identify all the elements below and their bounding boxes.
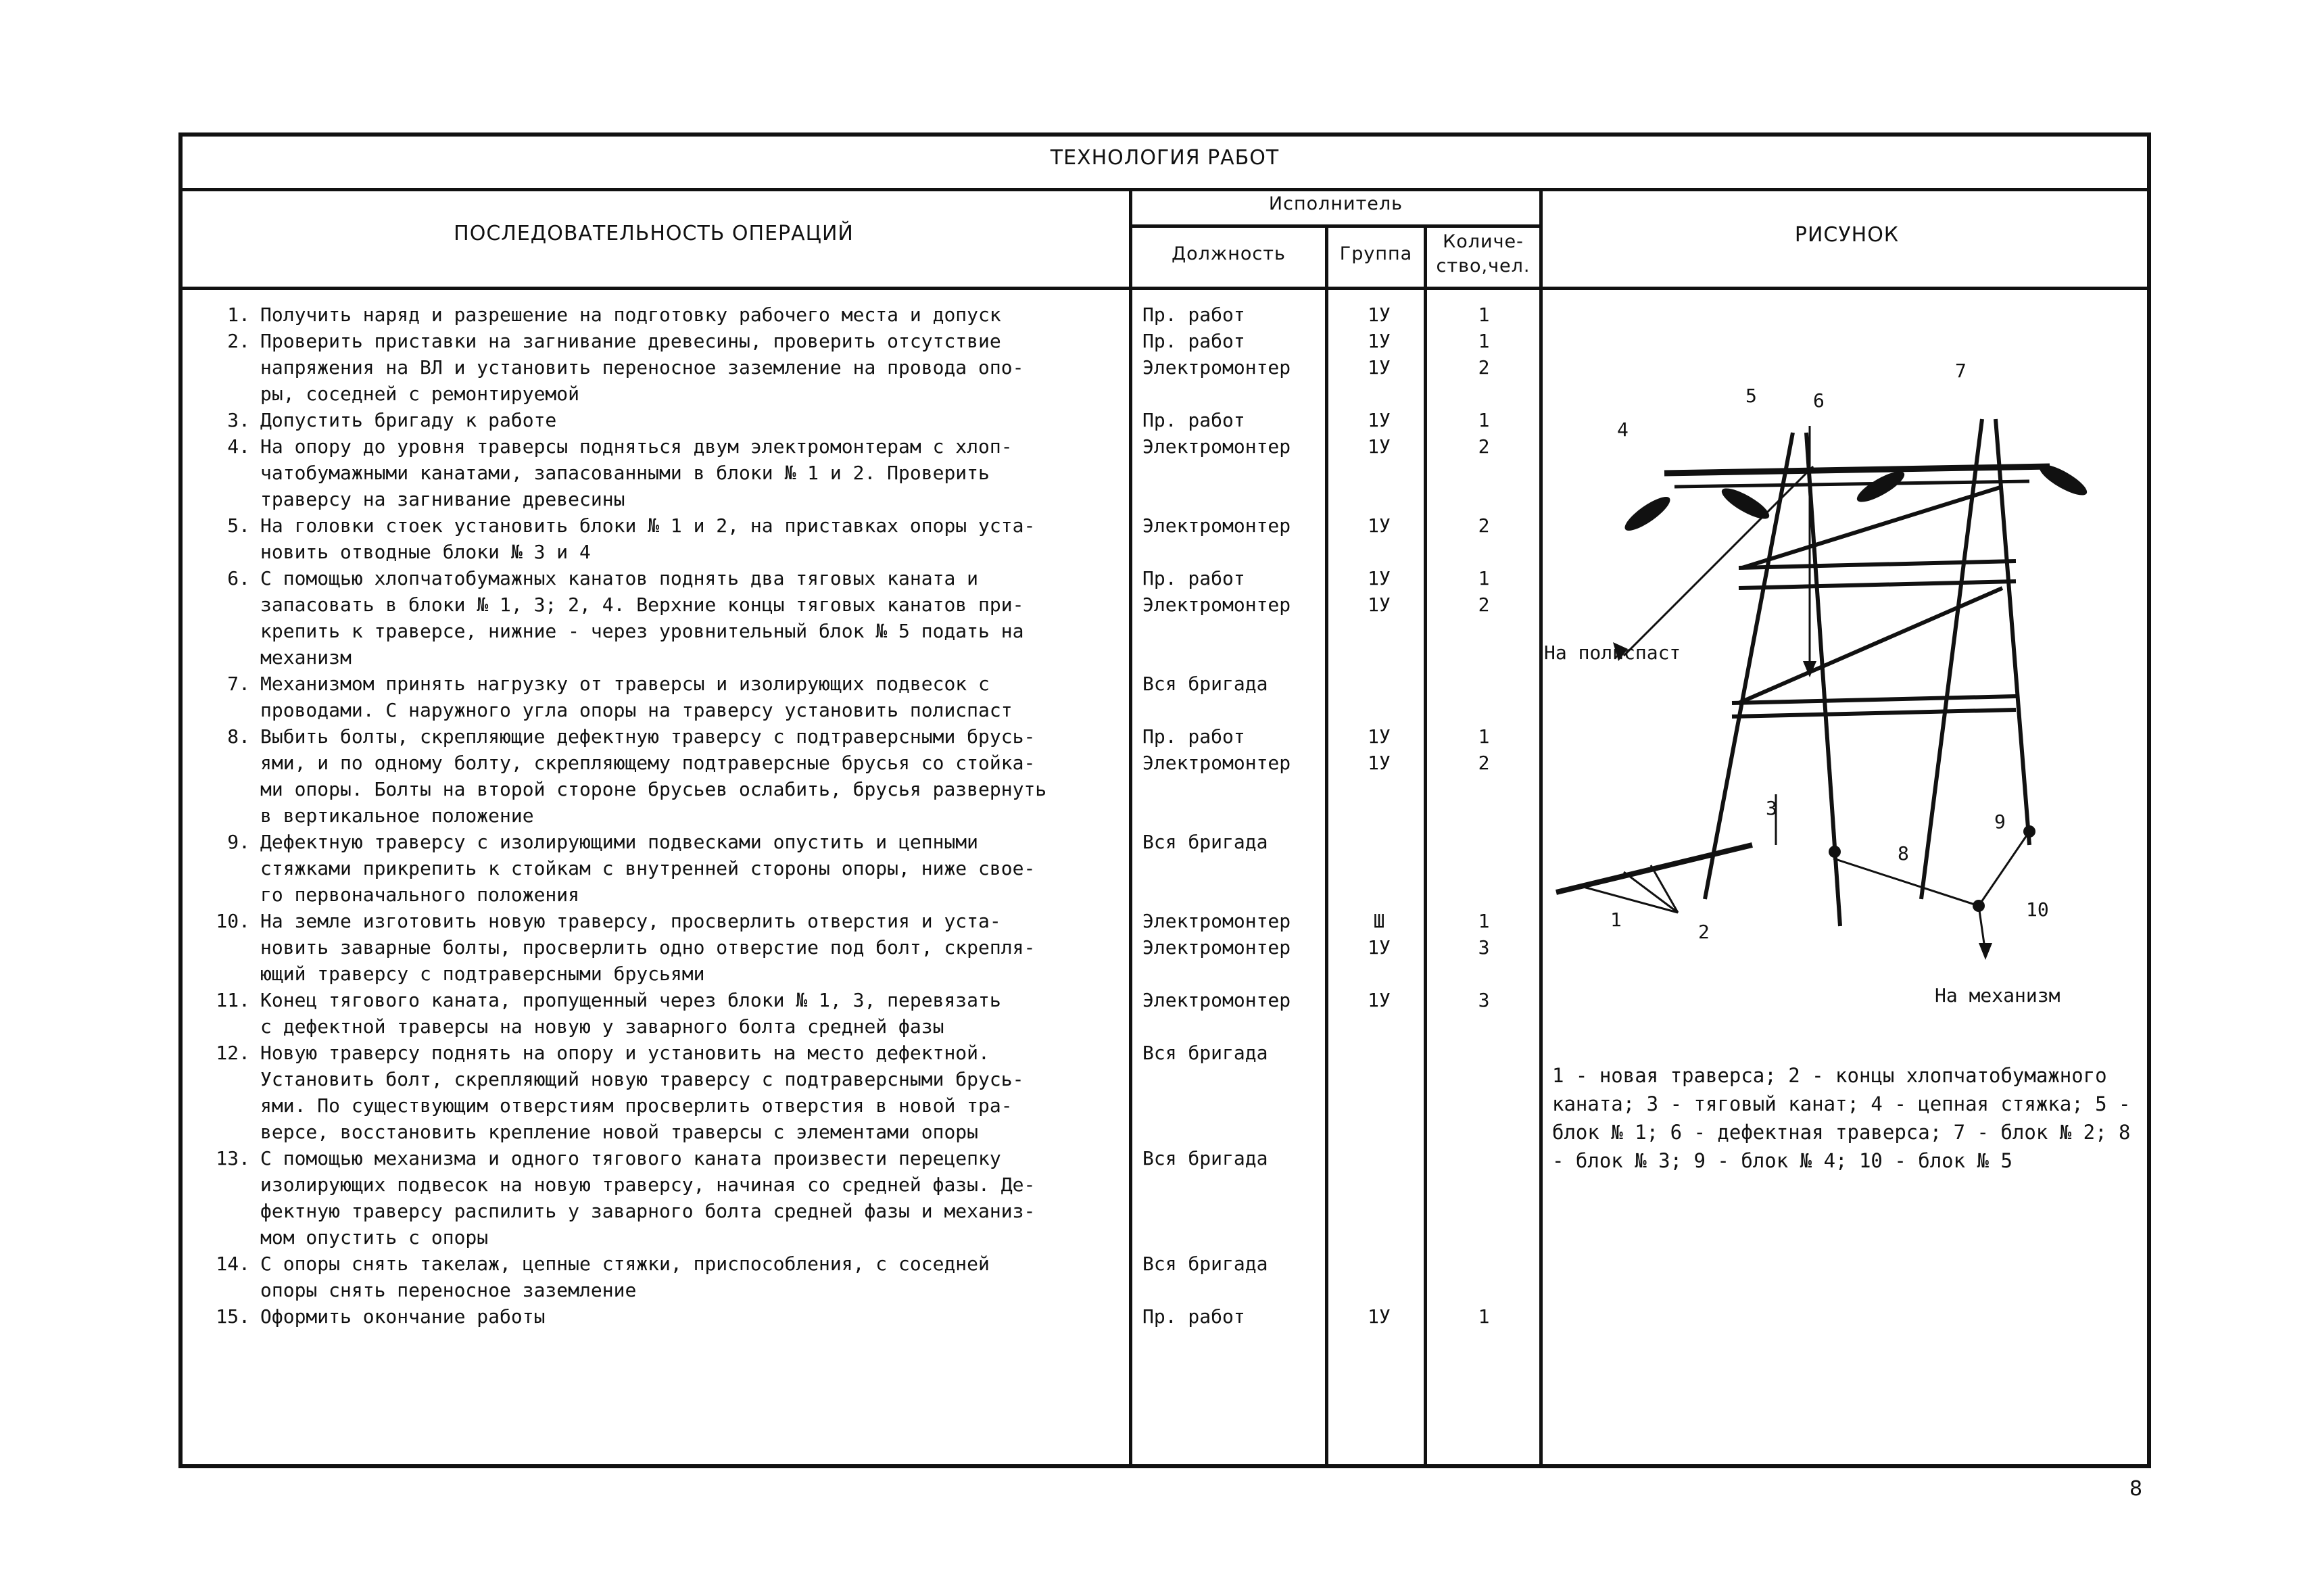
executor-count: 1 [1478,330,1490,352]
executor-position: Электромонтер [1142,989,1291,1011]
executor-group: Ш [1373,910,1385,932]
operation-number: 6. [227,567,250,589]
label-6: 6 [1813,389,1825,412]
mechanism-label: На механизм [1935,984,2060,1007]
operation-text: Оформить окончание работы [260,1305,546,1328]
executor-group: 1У [1368,725,1391,748]
executor-position: Электромонтер [1142,910,1291,932]
executor-group: 1У [1368,304,1391,326]
executor-count: 2 [1478,594,1490,616]
executor-position: Пр. работ [1142,304,1245,326]
executor-count: 1 [1478,409,1490,431]
executor-group: 1У [1368,435,1391,458]
hoist-label: На полиспаст [1544,642,1681,664]
operation-number: 5. [227,514,250,537]
header-figure: РИСУНОК [1794,223,1900,247]
operation-text: Дефектную траверсу с изолирующими подвесками опустить и цепными стяжками прикрепить к стойкам с внутренней стороны опоры, ниже свое- го первоначального положения [260,831,1036,906]
executor-count: 1 [1478,725,1490,748]
operation-number: 11. [216,989,250,1011]
executor-position: Электромонтер [1142,356,1291,379]
executor-position: Вся бригада [1142,831,1268,853]
operation-number: 1. [227,304,250,326]
operation-number: 14. [216,1253,250,1275]
operation-text: Получить наряд и разрешение на подготовку рабочего места и допуск [260,304,1001,326]
executor-group: 1У [1368,567,1391,589]
header-position: Должность [1172,243,1286,264]
executor-count: 2 [1478,752,1490,774]
executor-group: 1У [1368,514,1391,537]
executor-position: Пр. работ [1142,725,1245,748]
executor-count: 2 [1478,435,1490,458]
tower-diagram [1543,291,2148,1048]
executor-position: Вся бригада [1142,1253,1268,1275]
operation-text: На земле изготовить новую траверсу, просверлить отверстия и уста- новить заварные болты, просверлить одно отверстие под болт, скрепля- ющий траверсу с подтраверсными брусьями [260,910,1036,985]
page-number: 8 [2129,1477,2143,1501]
executor-group: 1У [1368,989,1391,1011]
executor-count: 3 [1478,936,1490,959]
executor-position: Вся бригада [1142,1147,1268,1169]
executor-position: Вся бригада [1142,1042,1268,1064]
label-3: 3 [1766,797,1777,819]
executor-position: Пр. работ [1142,567,1245,589]
operation-number: 15. [216,1305,250,1328]
operation-text: На головки стоек установить блоки № 1 и 2, на приставках опоры уста- новить отводные блоки № 3 и 4 [260,514,1036,563]
operation-text: С опоры снять такелаж, цепные стяжки, приспособления, с соседней опоры снять переносное заземление [260,1253,990,1301]
executor-group: 1У [1368,936,1391,959]
operation-number: 12. [216,1042,250,1064]
operation-number: 13. [216,1147,250,1169]
col-divider-operations [1129,188,1132,1468]
operation-number: 4. [227,435,250,458]
operation-text: На опору до уровня траверсы подняться двум электромонтерам с хлоп- чатобумажными канатами, запасованными в блоки № 1 и 2. Проверить траверсу на загнивание древесины [260,435,1013,510]
operation-text: С помощью механизма и одного тягового каната произвести перецепку изолирующих подвесок на новую траверсу, начиная со средней фазы. Де- фектную траверсу распилить у заварного болта средней фазы и механиз- мом опустить с опоры [260,1147,1036,1249]
executor-count: 2 [1478,514,1490,537]
divider-title [178,188,2151,191]
executor-count: 3 [1478,989,1490,1011]
operation-number: 10. [216,910,250,932]
label-7: 7 [1955,360,1967,382]
executor-position: Электромонтер [1142,936,1291,959]
operation-text: С помощью хлопчатобумажных канатов поднять два тяговых каната и запасовать в блоки № 1, 3; 2, 4. Верхние концы тяговых канатов при- крепить к траверсе, нижние - через уровнительный блок № 5 подать на механизм [260,567,1024,669]
label-10: 10 [2026,898,2049,921]
executor-position: Пр. работ [1142,1305,1245,1328]
label-1: 1 [1610,909,1622,931]
executor-count: 1 [1478,910,1490,932]
header-executor: Исполнитель [1268,193,1403,214]
executor-group: 1У [1368,356,1391,379]
header-group: Группа [1339,243,1413,264]
operation-number: 7. [227,673,250,695]
executor-position: Пр. работ [1142,409,1245,431]
executor-position: Пр. работ [1142,330,1245,352]
executor-group: 1У [1368,752,1391,774]
operation-number: 2. [227,330,250,352]
label-9: 9 [1994,811,2006,833]
executor-group: 1У [1368,330,1391,352]
operation-number: 8. [227,725,250,748]
operation-number: 3. [227,409,250,431]
header-count: Количе- ство,чел. [1436,231,1530,276]
executor-group: 1У [1368,1305,1391,1328]
executor-count: 1 [1478,304,1490,326]
divider-executor [1129,224,1541,228]
executor-group: 1У [1368,594,1391,616]
executor-position: Электромонтер [1142,514,1291,537]
label-8: 8 [1898,842,1909,865]
label-4: 4 [1617,418,1629,441]
operation-text: Допустить бригаду к работе [260,409,557,431]
operation-text: Механизмом принять нагрузку от траверсы и изолирующих подвесок с проводами. С наружного угла опоры на траверсу установить полиспаст [260,673,1013,721]
operation-number: 9. [227,831,250,853]
col-divider-group [1325,224,1328,1468]
operation-text: Проверить приставки на загнивание древесины, проверить отсутствие напряжения на ВЛ и установить переносное заземление на провода опо- ры, соседней с ремонтируемой [260,330,1024,405]
executor-count: 1 [1478,1305,1490,1328]
header-operations: ПОСЛЕДОВАТЕЛЬНОСТЬ ОПЕРАЦИЙ [454,222,854,245]
label-2: 2 [1698,921,1710,943]
figure-legend: 1 - новая траверса; 2 - концы хлопчатобумажного каната; 3 - тяговый канат; 4 - цепная стяжка; 5 - блок № 1; 6 - дефектная траверса; 7 - блок № 2; 8 - блок № 3; 9 - блок № 4; 10 - блок № 5 [1552,1064,2131,1172]
operation-text: Конец тягового каната, пропущенный через блоки № 1, 3, перевязать с дефектной траверсы на новую у заварного болта средней фазы [260,989,1001,1038]
executor-position: Электромонтер [1142,752,1291,774]
executor-count: 1 [1478,567,1490,589]
executor-count: 2 [1478,356,1490,379]
executor-position: Вся бригада [1142,673,1268,695]
page-title: ТЕХНОЛОГИЯ РАБОТ [1050,146,1280,170]
executor-group: 1У [1368,409,1391,431]
label-5: 5 [1745,385,1757,407]
executor-position: Электромонтер [1142,594,1291,616]
operation-text: Выбить болты, скрепляющие дефектную траверсу с подтраверсными брусь- ями, и по одному болту, скрепляющему подтраверсные брусья со стойка- ми опоры. Болты на второй стороне брусьев ослабить, брусья развернуть в вертикальное положение [260,725,1047,827]
divider-header [178,287,2151,290]
executor-position: Электромонтер [1142,435,1291,458]
operation-text: Новую траверсу поднять на опору и установить на место дефектной. Установить болт, скрепляющий новую траверсу с подтраверсными брусь- ями. По существующим отверстиям просверлить отверстия в новой тра- версе, восстановить крепление новой траверсы с элементами опоры [260,1042,1024,1143]
